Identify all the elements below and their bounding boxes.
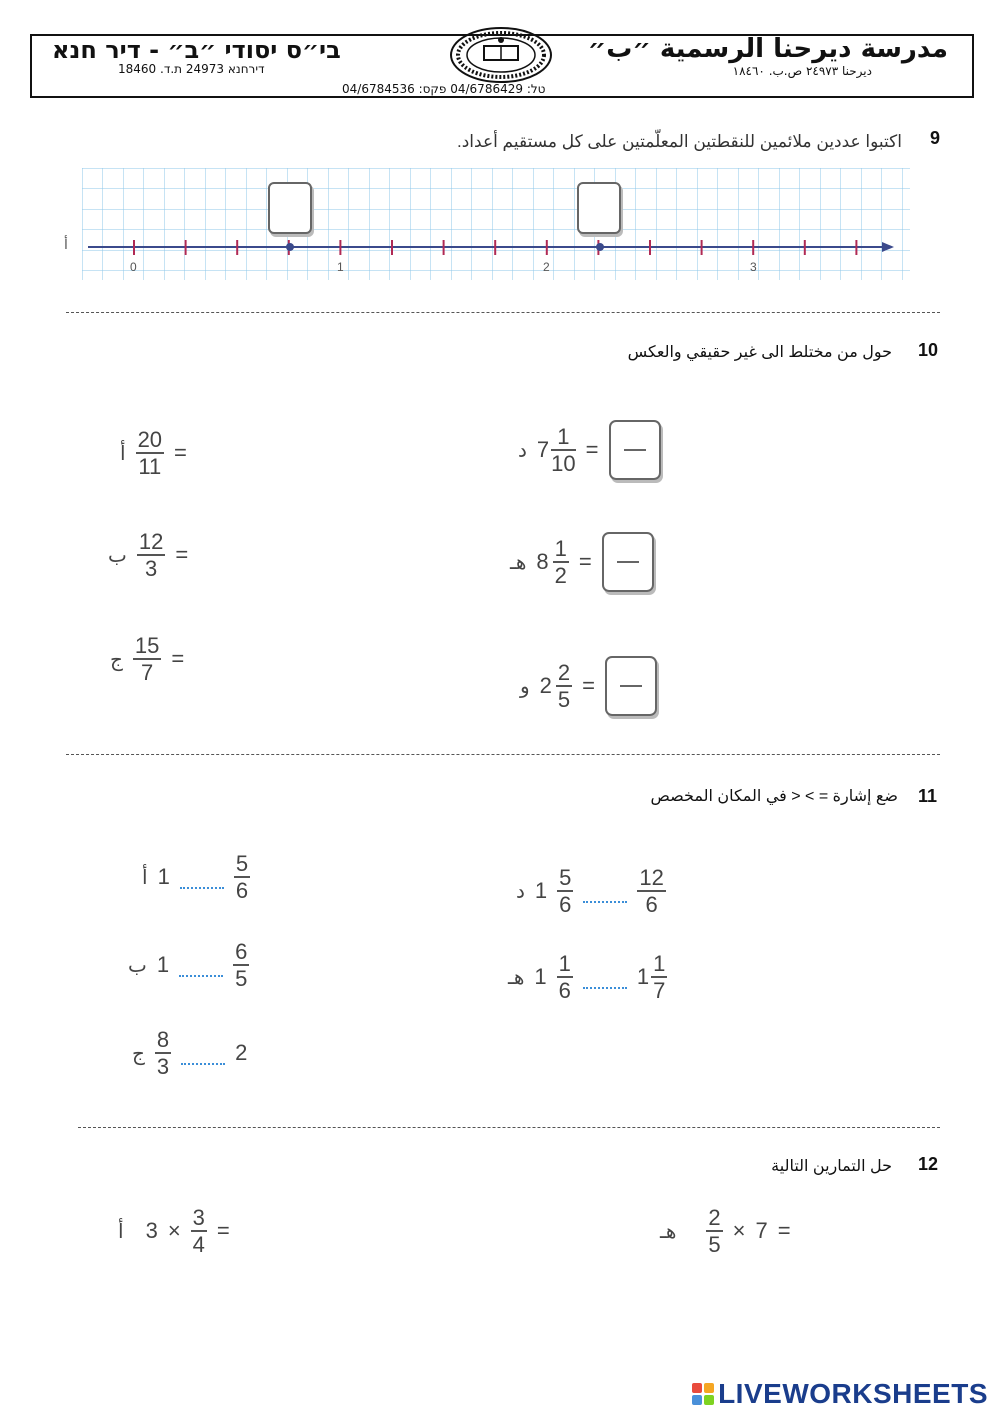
compare-d: د 1 $\frac{5}{6}$ $\frac{12}{6}$	[516, 865, 664, 918]
exercise-b: ب $\frac{12}{3}$ =	[108, 529, 189, 582]
question-text: ضع إشارة = > < في المكان المخصص	[650, 788, 898, 805]
exercise-label: د	[516, 880, 525, 903]
fraction: $\frac{1}{6}$	[558, 951, 571, 1004]
exercise-d: د 7 $\frac{1}{10}$ =	[518, 420, 661, 480]
tick-label-0: 0	[130, 260, 137, 274]
exercise-label: ج	[110, 648, 123, 671]
tick-label-3: 3	[750, 260, 757, 274]
fraction: $\frac{2}{5}$	[708, 1205, 721, 1258]
exercise-f: و 2 $\frac{2}{5}$ =	[520, 656, 657, 716]
question-text: حل التمارين التالية	[771, 1158, 892, 1175]
comparison-blank[interactable]	[180, 875, 224, 889]
tick-label-1: 1	[337, 260, 344, 274]
school-phone: טל: 04/6786429 פקס: 04/6784536	[342, 82, 546, 96]
comparison-blank[interactable]	[583, 975, 627, 989]
fraction: $\frac{2}{5}$	[557, 659, 571, 712]
school-name-arabic: مدرسة ديرحنا الرسمية ״ب״	[587, 34, 948, 64]
exercise-label: ج	[132, 1042, 145, 1065]
exercise-label: هـ	[660, 1220, 677, 1243]
fraction: $\frac{3}{4}$	[192, 1205, 205, 1258]
marked-point-1	[286, 243, 294, 251]
exercise-label: هـ	[508, 966, 525, 989]
answer-box[interactable]	[605, 656, 657, 716]
school-name-hebrew: בי״ס יסודי ״ב״ - דיר חנא	[52, 36, 341, 64]
question-number: 12	[918, 1154, 939, 1174]
section-divider	[78, 1127, 940, 1128]
exercise-label: ب	[108, 544, 127, 567]
answer-box-point-1[interactable]	[268, 182, 312, 234]
fraction: $\frac{15}{7}$	[134, 633, 160, 686]
fraction: $\frac{5}{6}$	[235, 851, 249, 904]
fraction: $\frac{1}{10}$	[551, 423, 576, 476]
fraction: $\frac{12}{3}$	[138, 529, 164, 582]
fraction: $\frac{6}{5}$	[235, 939, 248, 992]
tick-label-2: 2	[543, 260, 550, 274]
exercise-e: هـ $\frac{2}{5}$ × 7 =	[660, 1205, 791, 1258]
question-text: حول من مختلط الى غير حقيقي والعكس	[627, 344, 892, 361]
fraction: $\frac{8}{3}$	[156, 1027, 170, 1080]
exercise-a: أ 3 × $\frac{3}{4}$ =	[118, 1205, 230, 1258]
fraction: $\frac{12}{6}$	[639, 865, 664, 918]
exercise-label: أ	[118, 1220, 124, 1243]
compare-e: هـ 1 $\frac{1}{6}$ 1 $\frac{1}{7}$	[508, 951, 666, 1004]
question-text: اكتبوا عددين ملائمين للنقطتين المعلّمتين على كل مستقيم أعداد.	[457, 132, 902, 151]
exercise-label: ب	[128, 954, 147, 977]
exercise-label: و	[520, 675, 530, 698]
school-address-arabic: ديرحنا ٢٤٩٧٣ ص.ب. ١٨٤٦٠	[732, 64, 872, 78]
marked-point-2	[596, 243, 604, 251]
comparison-blank[interactable]	[179, 963, 223, 977]
number-line	[60, 240, 910, 280]
section-divider	[66, 754, 940, 755]
compare-a: أ 1 $\frac{5}{6}$	[142, 851, 249, 904]
question-number: 11	[918, 786, 938, 806]
fraction: $\frac{20}{11}$	[137, 427, 163, 480]
liveworksheets-icon	[692, 1383, 714, 1405]
exercise-a: أ $\frac{20}{11}$ =	[120, 427, 187, 480]
comparison-blank[interactable]	[181, 1051, 225, 1065]
fraction: $\frac{1}{2}$	[554, 535, 567, 588]
exercise-c: ج $\frac{15}{7}$ =	[110, 633, 185, 686]
liveworksheets-logo: LIVEWORKSHEETS	[692, 1378, 988, 1410]
exercise-label: هـ	[510, 551, 527, 574]
school-address-hebrew: דירחנא 24973 ת.ד. 18460	[118, 62, 265, 76]
exercise-label: أ	[142, 866, 148, 889]
fraction: $\frac{1}{7}$	[653, 951, 666, 1004]
exercise-label: أ	[120, 442, 126, 465]
question-number: 9	[930, 128, 941, 148]
exercise-label: د	[518, 439, 527, 462]
question-number: 10	[918, 340, 939, 360]
section-divider	[66, 312, 940, 313]
answer-box[interactable]	[609, 420, 661, 480]
comparison-blank[interactable]	[583, 889, 627, 903]
answer-box-point-2[interactable]	[577, 182, 621, 234]
compare-c: ج $\frac{8}{3}$ 2	[132, 1027, 248, 1080]
answer-box[interactable]	[602, 532, 654, 592]
compare-b: ب 1 $\frac{6}{5}$	[128, 939, 248, 992]
fraction: $\frac{5}{6}$	[559, 865, 572, 918]
part-label: أ	[64, 236, 68, 252]
exercise-e: هـ 8 $\frac{1}{2}$ =	[510, 532, 654, 592]
school-logo-icon	[446, 26, 556, 84]
